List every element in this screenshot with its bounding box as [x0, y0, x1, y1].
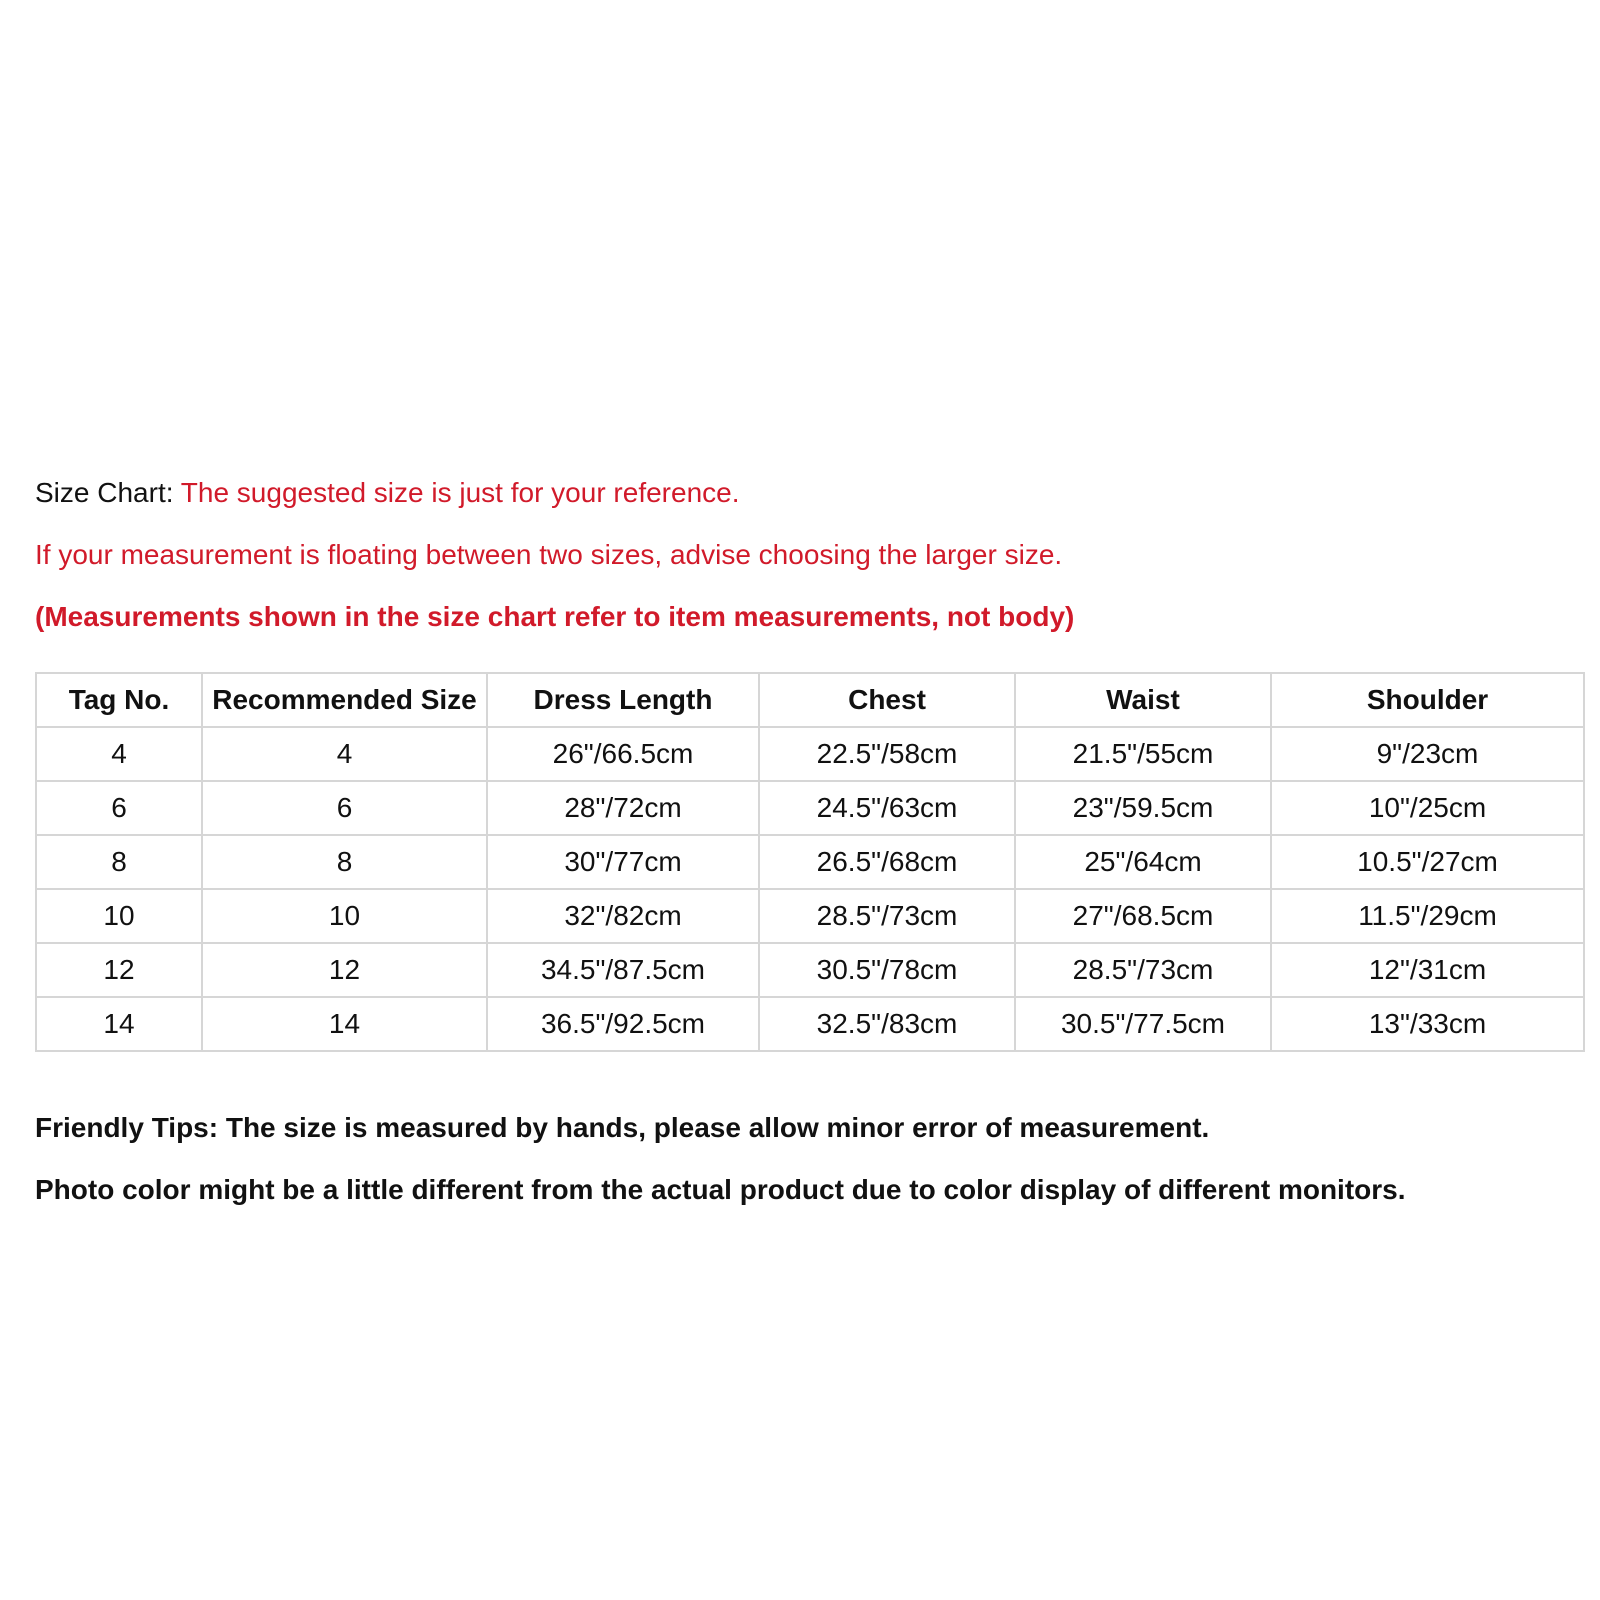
cell-shoulder: 10.5"/27cm	[1271, 835, 1584, 889]
photo-color-note: Photo color might be a little different from the actual product due to color display of different monitors.	[35, 1174, 1406, 1205]
header-tag-no: Tag No.	[36, 673, 202, 727]
cell-chest: 28.5"/73cm	[759, 889, 1015, 943]
cell-waist: 27"/68.5cm	[1015, 889, 1271, 943]
cell-dress-length: 32"/82cm	[487, 889, 759, 943]
header-recommended-size: Recommended Size	[202, 673, 487, 727]
cell-chest: 30.5"/78cm	[759, 943, 1015, 997]
size-chart-label: Size Chart	[35, 477, 166, 508]
cell-tag-no: 14	[36, 997, 202, 1051]
table-header-row	[36, 673, 1584, 727]
header-chest: Chest	[759, 673, 1015, 727]
table-row	[36, 997, 1584, 1051]
table-row	[36, 889, 1584, 943]
cell-tag-no: 8	[36, 835, 202, 889]
cell-dress-length: 26"/66.5cm	[487, 727, 759, 781]
cell-waist: 28.5"/73cm	[1015, 943, 1271, 997]
cell-shoulder: 9"/23cm	[1271, 727, 1584, 781]
cell-tag-no: 10	[36, 889, 202, 943]
cell-recommended-size: 10	[202, 889, 487, 943]
table-row	[36, 781, 1584, 835]
cell-chest: 24.5"/63cm	[759, 781, 1015, 835]
size-chart-heading	[35, 475, 1575, 511]
cell-chest: 22.5"/58cm	[759, 727, 1015, 781]
cell-recommended-size: 6	[202, 781, 487, 835]
cell-waist: 25"/64cm	[1015, 835, 1271, 889]
cell-waist: 23"/59.5cm	[1015, 781, 1271, 835]
cell-shoulder: 10"/25cm	[1271, 781, 1584, 835]
size-chart-separator: :	[165, 477, 181, 508]
table-row	[36, 835, 1584, 889]
table-row	[36, 727, 1584, 781]
header-dress-length: Dress Length	[487, 673, 759, 727]
cell-recommended-size: 14	[202, 997, 487, 1051]
cell-shoulder: 11.5"/29cm	[1271, 889, 1584, 943]
cell-waist: 21.5"/55cm	[1015, 727, 1271, 781]
cell-dress-length: 34.5"/87.5cm	[487, 943, 759, 997]
table-row	[36, 943, 1584, 997]
cell-dress-length: 30"/77cm	[487, 835, 759, 889]
cell-recommended-size: 8	[202, 835, 487, 889]
cell-tag-no: 12	[36, 943, 202, 997]
cell-tag-no: 4	[36, 727, 202, 781]
friendly-tips	[35, 1110, 1575, 1234]
cell-chest: 32.5"/83cm	[759, 997, 1015, 1051]
header-shoulder: Shoulder	[1271, 673, 1584, 727]
cell-recommended-size: 4	[202, 727, 487, 781]
size-table	[35, 672, 1585, 1052]
size-chart-note: The suggested size is just for your reference.	[180, 477, 740, 508]
header-waist: Waist	[1015, 673, 1271, 727]
cell-tag-no: 6	[36, 781, 202, 835]
floating-size-note: If your measurement is floating between two sizes, advise choosing the larger size.	[35, 539, 1063, 570]
friendly-tips-text: Friendly Tips: The size is measured by hands, please allow minor error of measurement.	[35, 1112, 1210, 1143]
size-chart-intro	[35, 475, 1575, 661]
cell-chest: 26.5"/68cm	[759, 835, 1015, 889]
measurement-note: (Measurements shown in the size chart refer to item measurements, not body)	[35, 601, 1075, 632]
cell-dress-length: 28"/72cm	[487, 781, 759, 835]
cell-shoulder: 12"/31cm	[1271, 943, 1584, 997]
cell-recommended-size: 12	[202, 943, 487, 997]
cell-dress-length: 36.5"/92.5cm	[487, 997, 759, 1051]
cell-waist: 30.5"/77.5cm	[1015, 997, 1271, 1051]
cell-shoulder: 13"/33cm	[1271, 997, 1584, 1051]
